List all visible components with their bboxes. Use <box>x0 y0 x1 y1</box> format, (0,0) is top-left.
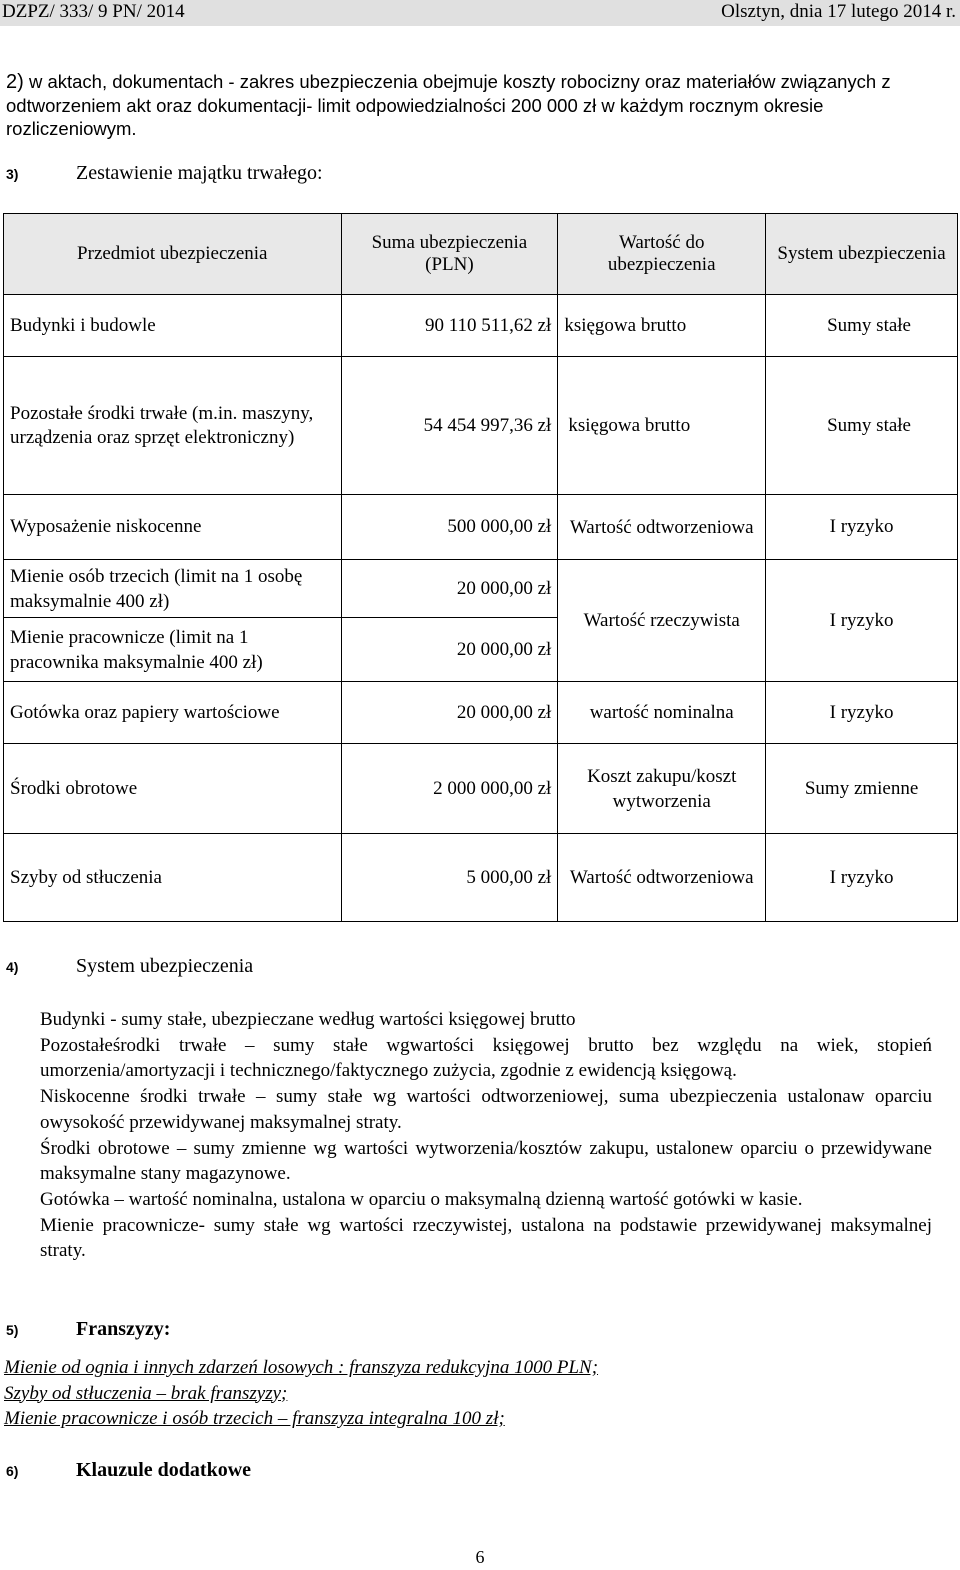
document-date: Olsztyn, dnia 17 lutego 2014 r. <box>721 1 956 22</box>
section-2-text: w aktach, dokumentach - zakres ubezpieczenia obejmuje koszty robocizny oraz materiałów związanych z odtworzeniem akt oraz dokumentacji- limit odpowiedzialności 200 000 zł w każdym rocznym okresie rozliczeniowym. <box>6 71 891 139</box>
system-cell: Sumy stałe <box>766 357 958 495</box>
section-2-number: 2) <box>6 71 24 93</box>
sum-cell: 20 000,00 zł <box>341 560 558 618</box>
system-paragraph: Środki obrotowe – sumy zmienne wg wartości wytworzenia/kosztów zakupu, ustalonew oparciu o przewidywane maksymalne stany magazynowe. <box>40 1137 932 1185</box>
sum-cell: 90 110 511,62 zł <box>341 295 558 357</box>
section-6-heading <box>6 1459 251 1482</box>
sum-cell: 2 000 000,00 zł <box>341 744 558 834</box>
page-number: 6 <box>475 1547 485 1567</box>
sum-cell: 5 000,00 zł <box>341 834 558 922</box>
table-row <box>4 295 958 357</box>
document-header <box>0 0 960 26</box>
value-cell: Wartość odtworzeniowa <box>558 834 766 922</box>
system-paragraph: Budynki - sumy stałe, ubezpieczane według wartości księgowej brutto <box>40 1009 576 1030</box>
section-6-title: Klauzule dodatkowe <box>76 1459 252 1481</box>
sum-cell: 500 000,00 zł <box>341 495 558 560</box>
header-cell: Przedmiot ubezpieczenia <box>4 214 342 295</box>
asset-table <box>3 213 958 922</box>
header-cell: Wartość do ubezpieczenia <box>558 214 766 295</box>
value-cell: księgowa brutto <box>558 357 766 495</box>
header-cell: Suma ubezpieczenia (PLN) <box>341 214 558 295</box>
franchise-item: Mienie od ognia i innych zdarzeń losowych : franszyza redukcyjna 1000 PLN; <box>4 1357 599 1378</box>
subject-cell: Gotówka oraz papiery wartościowe <box>4 682 342 744</box>
header-cell: System ubezpieczenia <box>766 214 958 295</box>
table-row <box>4 495 958 560</box>
table-row <box>4 744 958 834</box>
system-cell: Sumy stałe <box>766 295 958 357</box>
document-reference: DZPZ/ 333/ 9 PN/ 2014 <box>2 1 185 22</box>
system-paragraph: Pozostałeśrodki trwałe – sumy stałe wgwartości księgowej brutto bez względu na wiek, stopień umorzenia/amortyzacji i technicznego/faktycznego zużycia, zgodnie z ewidencją księgową. <box>40 1034 932 1082</box>
subject-cell: Mienie osób trzecich (limit na 1 osobę maksymalnie 400 zł) <box>4 560 342 618</box>
sum-cell: 20 000,00 zł <box>341 618 558 682</box>
subject-cell: Budynki i budowle <box>4 295 342 357</box>
value-cell: wartość nominalna <box>558 682 766 744</box>
franchise-list <box>4 1355 598 1432</box>
system-cell: I ryzyko <box>766 682 958 744</box>
value-cell: Wartość odtworzeniowa <box>558 495 766 560</box>
system-cell: Sumy zmienne <box>766 744 958 834</box>
subject-cell: Pozostałe środki trwałe (m.in. maszyny, urządzenia oraz sprzęt elektroniczny) <box>4 357 342 495</box>
value-cell: księgowa brutto <box>558 295 766 357</box>
section-3-heading <box>6 162 323 185</box>
system-paragraph: Mienie pracownicze- sumy stałe wg wartości rzeczywistej, ustalona na podstawie przewidywanej maksymalnej straty. <box>40 1214 932 1262</box>
system-paragraph: Gotówka – wartość nominalna, ustalona w oparciu o maksymalną dzienną wartość gotówki w kasie. <box>40 1188 803 1210</box>
subject-cell: Szyby od stłuczenia <box>4 834 342 922</box>
table-row <box>4 357 958 495</box>
subject-cell: Wyposażenie niskocenne <box>4 495 342 560</box>
subject-cell: Mienie pracownicze (limit na 1 pracownika maksymalnie 400 zł) <box>4 618 342 682</box>
system-cell: I ryzyko <box>766 834 958 922</box>
table-row <box>4 834 958 922</box>
franchise-item: Mienie pracownicze i osób trzecich – franszyza integralna 100 zł; <box>4 1408 505 1429</box>
section-4-heading <box>6 955 253 978</box>
system-cell: I ryzyko <box>766 495 958 560</box>
section-3-number: 3) <box>6 166 19 182</box>
table-row <box>4 682 958 744</box>
value-cell: Wartość rzeczywista <box>558 560 766 682</box>
section-3-title: Zestawienie majątku trwałego: <box>76 162 323 184</box>
section-4-title: System ubezpieczenia <box>76 955 254 977</box>
system-paragraph: Niskocenne środki trwałe – sumy stałe wg wartości odtworzeniowej, suma ubezpieczenia ustalonaw oparciu owysokość przewidywanej maksymalnej straty. <box>40 1086 932 1133</box>
subject-cell: Środki obrotowe <box>4 744 342 834</box>
section-6-number: 6) <box>6 1463 19 1479</box>
section-5-title: Franszyzy: <box>76 1318 171 1340</box>
section-4-body <box>40 1007 932 1264</box>
section-2-paragraph <box>6 70 934 140</box>
value-cell: Koszt zakupu/koszt wytworzenia <box>558 744 766 834</box>
sum-cell: 20 000,00 zł <box>341 682 558 744</box>
section-5-heading <box>6 1318 170 1341</box>
section-5-number: 5) <box>6 1322 19 1338</box>
table-row <box>4 560 958 618</box>
sum-cell: 54 454 997,36 zł <box>341 357 558 495</box>
section-4-number: 4) <box>6 959 19 975</box>
franchise-item: Szyby od stłuczenia – brak franszyzy; <box>4 1382 288 1404</box>
table-header-row <box>4 214 958 295</box>
system-cell: I ryzyko <box>766 560 958 682</box>
